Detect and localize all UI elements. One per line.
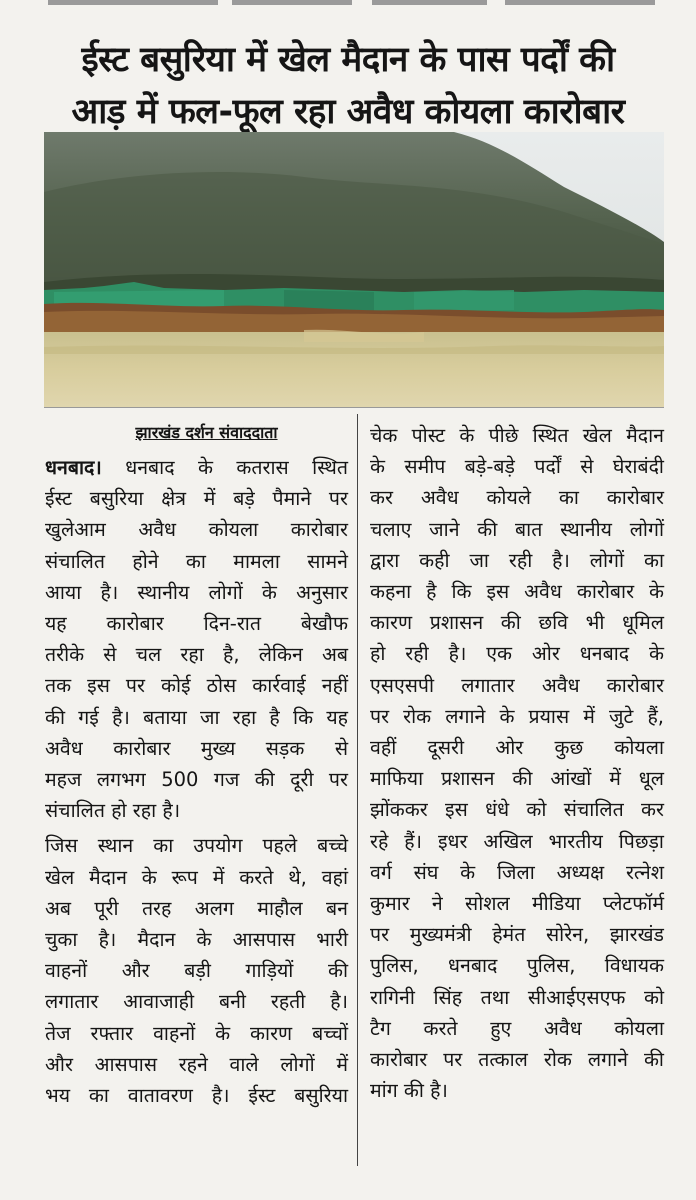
article-line: और आसपास रहने वाले लोगों में xyxy=(45,1052,348,1076)
article-line: पुलिस, धनबाद पुलिस, विधायक xyxy=(370,954,664,978)
article-line: के समीप बड़े-बड़े पर्दों से घेराबंदी xyxy=(370,455,664,479)
article-line: चुका है। मैदान के आसपास भारी xyxy=(45,928,348,952)
article-line: एसएसपी लगातार अवैध कारोबार xyxy=(370,673,664,697)
article-line xyxy=(45,452,348,483)
article-line: संचालित होने का मामला सामने xyxy=(45,549,348,573)
article-line: मांग की है। xyxy=(370,1079,448,1103)
article-line: चेक पोस्ट के पीछे स्थित खेल मैदान xyxy=(370,424,664,447)
article-line: अब पूरी तरह अलग माहौल बन xyxy=(45,896,348,920)
article-line: हो रही है। एक ओर धनबाद के xyxy=(370,642,664,666)
headline-line-2: आड़ में फल-फूल रहा अवैध कोयला कारोबार xyxy=(71,92,625,132)
article-line: वहीं दूसरी ओर कुछ कोयला xyxy=(370,736,664,760)
article-line: कारोबार पर तत्काल रोक लगाने की xyxy=(370,1048,664,1072)
article-line: द्वारा कही जा रही है। लोगों का xyxy=(370,548,664,572)
headline-line-1: ईस्ट बसुरिया में खेल मैदान के पास पर्दों की xyxy=(81,40,615,80)
article-line: यह कारोबार दिन-रात बेखौफ xyxy=(45,612,348,636)
article-line: कहना है कि इस अवैध कारोबार के xyxy=(370,580,664,604)
article-line: लगातार आवाजाही बनी रहती है। xyxy=(45,990,348,1014)
top-edge-strip xyxy=(0,0,696,12)
article-line: पर मुख्यमंत्री हेमंत सोरेन, झारखंड xyxy=(370,923,664,947)
dateline: धनबाद। xyxy=(45,456,102,479)
byline: झारखंड दर्शन संवाददाता xyxy=(135,423,278,442)
article-line: आया है। स्थानीय लोगों के अनुसार xyxy=(45,580,348,604)
article-line: झोंककर इस धंधे को संचालित कर xyxy=(370,798,664,822)
headline xyxy=(10,34,686,138)
article-line: महज लगभग 500 गज की दूरी पर xyxy=(45,768,348,792)
article-left-column xyxy=(45,420,348,1111)
photo-illustration xyxy=(44,132,664,407)
article-line: वर्ग संघ के जिला अध्यक्ष रत्नेश xyxy=(370,860,664,884)
article-line: कुमार ने सोशल मीडिया प्लेटफॉर्म xyxy=(370,892,664,916)
article-line: टैग करते हुए अवैध कोयला xyxy=(370,1016,664,1040)
article-line: जिस स्थान का उपयोग पहले बच्चे xyxy=(45,834,348,858)
article-line-text: धनबाद के कतरास स्थित xyxy=(125,456,348,479)
article-line: खेल मैदान के रूप में करते थे, वहां xyxy=(45,865,348,889)
article-line: तरीके से चल रहा है, लेकिन अब xyxy=(45,643,348,667)
article-line: कर अवैध कोयले का कारोबार xyxy=(370,486,664,510)
article-line: माफिया प्रशासन की आंखों में धूल xyxy=(370,767,664,791)
article-line: ईस्ट बसुरिया क्षेत्र में बड़े पैमाने पर xyxy=(45,487,348,511)
article-line: संचालित हो रहा है। xyxy=(45,799,181,823)
article-line: रागिनी सिंह तथा सीआईएसएफ को xyxy=(370,985,664,1009)
article-line: खुलेआम अवैध कोयला कारोबार xyxy=(45,518,348,542)
article-line: चलाए जाने की बात स्थानीय लोगों xyxy=(370,517,664,541)
article-line: कारण प्रशासन की छवि भी धूमिल xyxy=(370,611,664,635)
article-line: पर रोक लगाने के प्रयास में जुटे हैं, xyxy=(370,704,664,728)
article-line: वाहनों और बड़ी गाड़ियों की xyxy=(45,959,348,983)
article-line: तक इस पर कोई ठोस कार्रवाई नहीं xyxy=(45,674,348,698)
article-line: भय का वातावरण है। ईस्ट बसुरिया xyxy=(45,1084,348,1108)
article-line: रहे हैं। इधर अखिल भारतीय पिछड़ा xyxy=(370,829,664,853)
article-line: की गई है। बताया जा रहा है कि यह xyxy=(45,705,348,729)
article-line: तेज रफ्तार वाहनों के कारण बच्चों xyxy=(45,1021,348,1045)
article-line: अवैध कारोबार मुख्य सड़क से xyxy=(45,736,348,760)
column-divider xyxy=(357,414,358,1166)
news-photo xyxy=(44,132,664,408)
article-right-column xyxy=(370,420,664,1106)
